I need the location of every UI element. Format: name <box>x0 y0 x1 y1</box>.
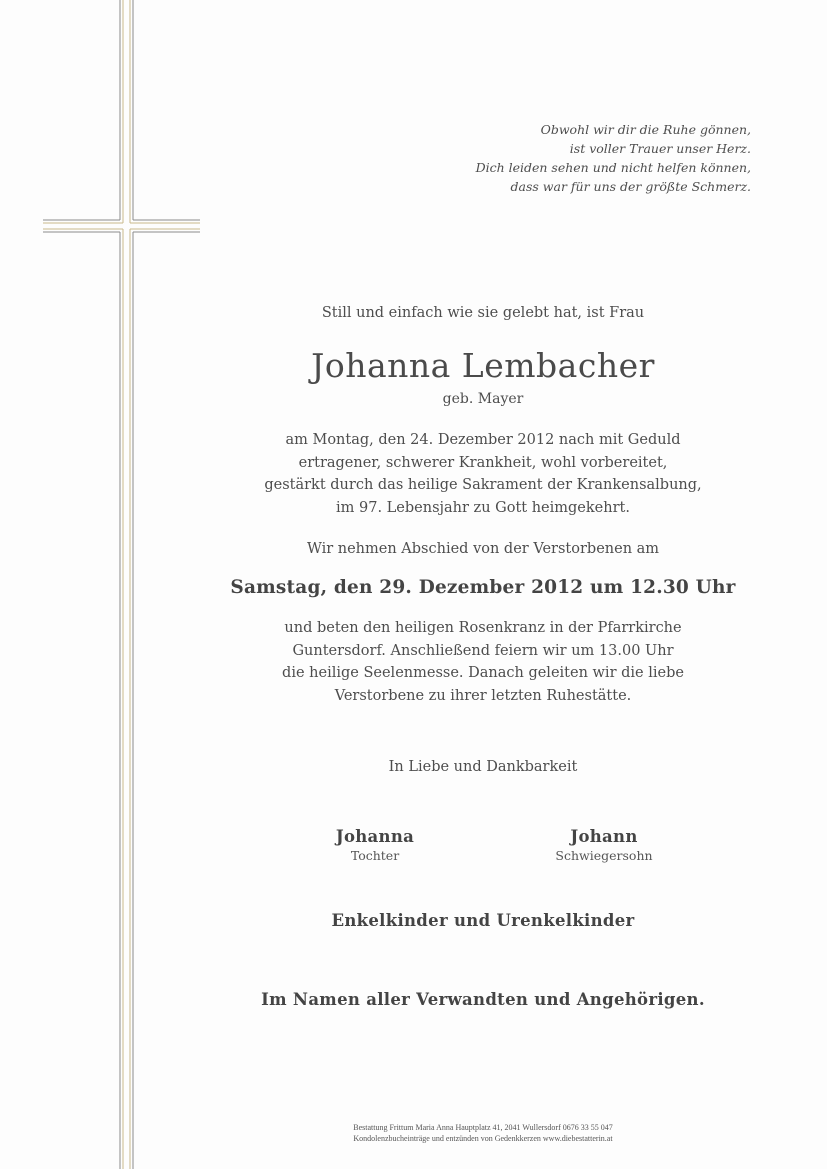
footer-website: Kondolenzbucheinträge und entzünden von Gedenkkerzen www.diebestatterin.at <box>353 1134 613 1143</box>
closing-text: In Liebe und Dankbarkeit <box>388 759 578 775</box>
service-line: Verstorbene zu ihrer letzten Ruhestätte. <box>334 687 632 704</box>
poem-line: Dich leiden sehen und nicht helfen können, <box>475 160 751 175</box>
poem <box>391 120 751 196</box>
service-datetime: Samstag, den 29. Dezember 2012 um 12.30 Uhr <box>230 577 736 598</box>
mourner-name: Johann <box>570 827 638 846</box>
relatives-text: Im Namen aller Verwandten und Angehörigen. <box>261 990 705 1009</box>
grandchildren-text: Enkelkinder und Urenkelkinder <box>331 911 635 930</box>
intro-text: Still und einfach wie sie gelebt hat, ist Frau <box>321 305 645 321</box>
service-line: Guntersdorf. Anschließend feiern wir um 13.00 Uhr <box>292 642 674 659</box>
poem-line: Obwohl wir dir die Ruhe gönnen, <box>540 122 751 137</box>
death-line: am Montag, den 24. Dezember 2012 nach mit Geduld <box>285 432 681 448</box>
service-line: die heilige Seelenmesse. Danach geleiten wir die liebe <box>282 665 684 681</box>
mourner-son-in-law <box>504 827 704 863</box>
death-announcement <box>133 429 827 519</box>
death-line: gestärkt durch das heilige Sakrament der Krankensalbung, <box>264 477 702 493</box>
farewell-text: Wir nehmen Abschied von der Verstorbenen am <box>306 541 660 557</box>
deceased-name: Johanna Lembacher <box>311 346 655 385</box>
poem-line: ist voller Trauer unser Herz. <box>569 141 751 156</box>
mourner-role: Tochter <box>350 848 400 863</box>
mourner-name: Johanna <box>335 827 415 846</box>
death-line: ertragener, schwerer Krankheit, wohl vorbereitet, <box>298 454 668 471</box>
mourner-role: Schwiegersohn <box>555 848 653 863</box>
footer-address: Bestattung Frittum Maria Anna Hauptplatz 41, 2041 Wullersdorf 0676 33 55 047 <box>353 1123 613 1132</box>
poem-line: dass war für uns der größte Schmerz. <box>510 179 751 194</box>
service-details <box>133 617 827 707</box>
mourner-daughter <box>275 827 475 863</box>
funeral-home-footer <box>133 1122 827 1144</box>
death-line: im 97. Lebensjahr zu Gott heimgekehrt. <box>336 499 630 516</box>
birth-name: geb. Mayer <box>442 391 524 407</box>
service-line: und beten den heiligen Rosenkranz in der Pfarrkirche <box>284 620 682 636</box>
